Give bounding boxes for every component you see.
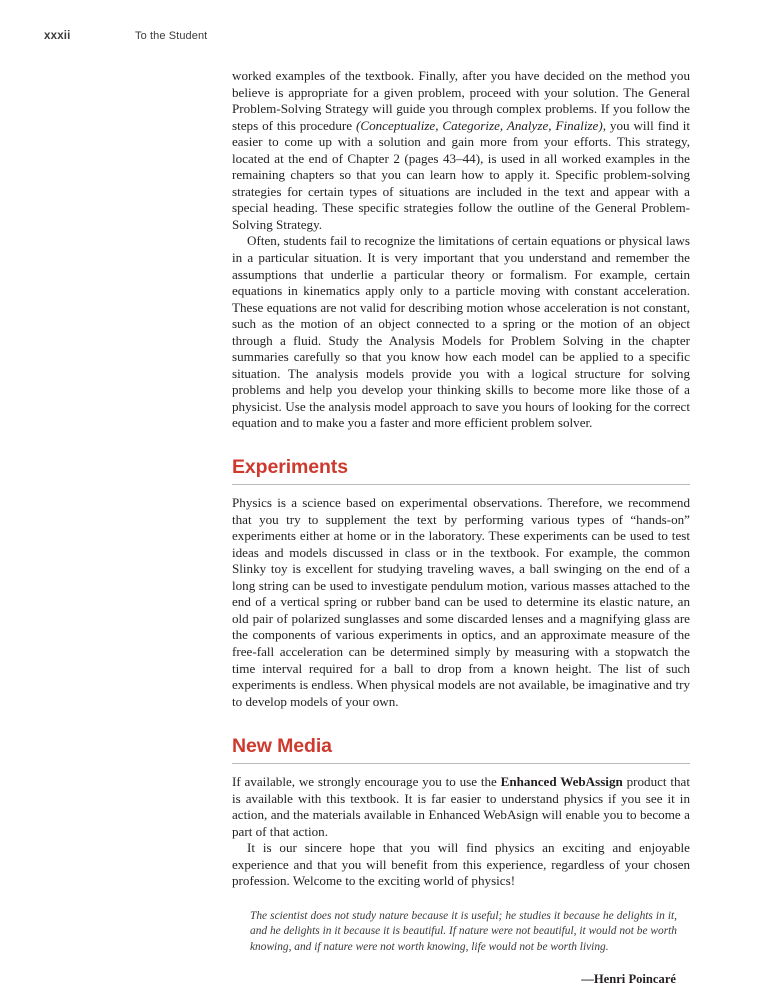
paragraph-run-a: worked examples of the textbook. Finally, after you have decided on the method you believe is appropriate for a given problem, proceed with your solution. The General Problem-Solving Strategy will guide you through complex problems. If you follow the steps of this procedure: [232, 68, 690, 133]
pull-quote: The scientist does not study nature because it is useful; he studies it because he delights in it, and he delights in it because it is beautiful. If nature were not beautiful, it would not be worth knowing, and if nature were not worth knowing, life would not be worth living.: [250, 909, 677, 953]
webassign-run-a: If available, we strongly encourage you to use the: [232, 774, 501, 790]
paragraph-limitations: Often, students fail to recognize the limitations of certain equations or physical laws in a particular situation. It is very important that you understand and remember the assumptions that underlie a particular theory or formalism. For example, certain equations in kinematics apply only to a particle moving with constant acceleration. These equations are not valid for describing motion whose acceleration is not constant, such as the motion of an object connected to a spring or the motion of an object through a fluid. Study the Analysis Models for Problem Solving in the chapter summaries carefully so that you know how each model can be applied to a specific situation. The analysis models provide you with a logical structure for solving problems and help you develop your thinking skills to become more like those of a physicist. Use the analysis model approach to save you hours of looking for the correct equation and to make you a faster and more efficient problem solver.: [232, 233, 690, 431]
paragraph-webassign: [232, 774, 690, 840]
webassign-product-name: Enhanced WebAssign: [500, 774, 623, 790]
heading-rule-2: [232, 763, 690, 764]
running-head: [44, 30, 644, 46]
webassign-run-c: product that is available with this textbook. It is far easier to understand physics if you see it in action, and the materials available in Enhanced WebAsign will enable you to become a part of that action.: [232, 774, 690, 839]
section-experiments: [232, 456, 690, 710]
paragraph-run-italic: (Conceptualize, Categorize, Analyze, Finalize),: [355, 117, 606, 133]
paragraph-experiments: Physics is a science based on experimental observations. Therefore, we recommend that you try to supplement the text by performing various types of “hands-on” experiments either at home or in the laboratory. These experiments can be used to test ideas and models discussed in class or in the textbook. For example, the common Slinky toy is excellent for studying traveling waves, a ball swinging on the end of a long string can be used to investigate pendulum motion, various masses attached to the end of a vertical spring or rubber band can be used to determine its elastic nature, an old pair of polarized sunglasses and some discarded lenses and a magnifying glass are the components of various experiments in optics, and an approximate measure of the free-fall acceleration can be determined simply by measuring with a stopwatch the time interval required for a ball to drop from a known height. The list of such experiments is endless. When physical models are not available, be imaginative and try to develop models of your own.: [232, 495, 690, 709]
quote-spacer: [232, 890, 690, 909]
quote-attribution: —Henri Poincaré: [581, 972, 676, 987]
section-new-media: [232, 735, 690, 890]
attribution-spacer: [232, 955, 690, 972]
running-head-title: To the Student: [135, 30, 208, 42]
section-heading-experiments: Experiments: [232, 456, 348, 479]
paragraph-run-c: you will find it easier to come up with a solution and gain more from your efforts. This strategy, located at the end of Chapter 2 (pages 43–44), is used in all worked examples in the remaining chapters so that you can learn how to apply it. Specific problem-solving strategies for certain types of situations are included in the text and appear with a special heading. These specific strategies follow the outline of the General Problem-Solving Strategy.: [232, 117, 690, 232]
page-folio: xxxii: [44, 30, 71, 42]
section-heading-new-media: New Media: [232, 735, 332, 758]
paragraph-continuation: [232, 68, 690, 233]
heading-rule: [232, 484, 690, 485]
paragraph-closing: It is our sincere hope that you will find physics an exciting and enjoyable experience and that you will benefit from this experience, regardless of your chosen profession. Welcome to the exciting world of physics!: [232, 840, 690, 889]
text-column: [232, 68, 690, 987]
heading-spacer-2: [232, 710, 690, 735]
heading-spacer: [232, 432, 690, 456]
